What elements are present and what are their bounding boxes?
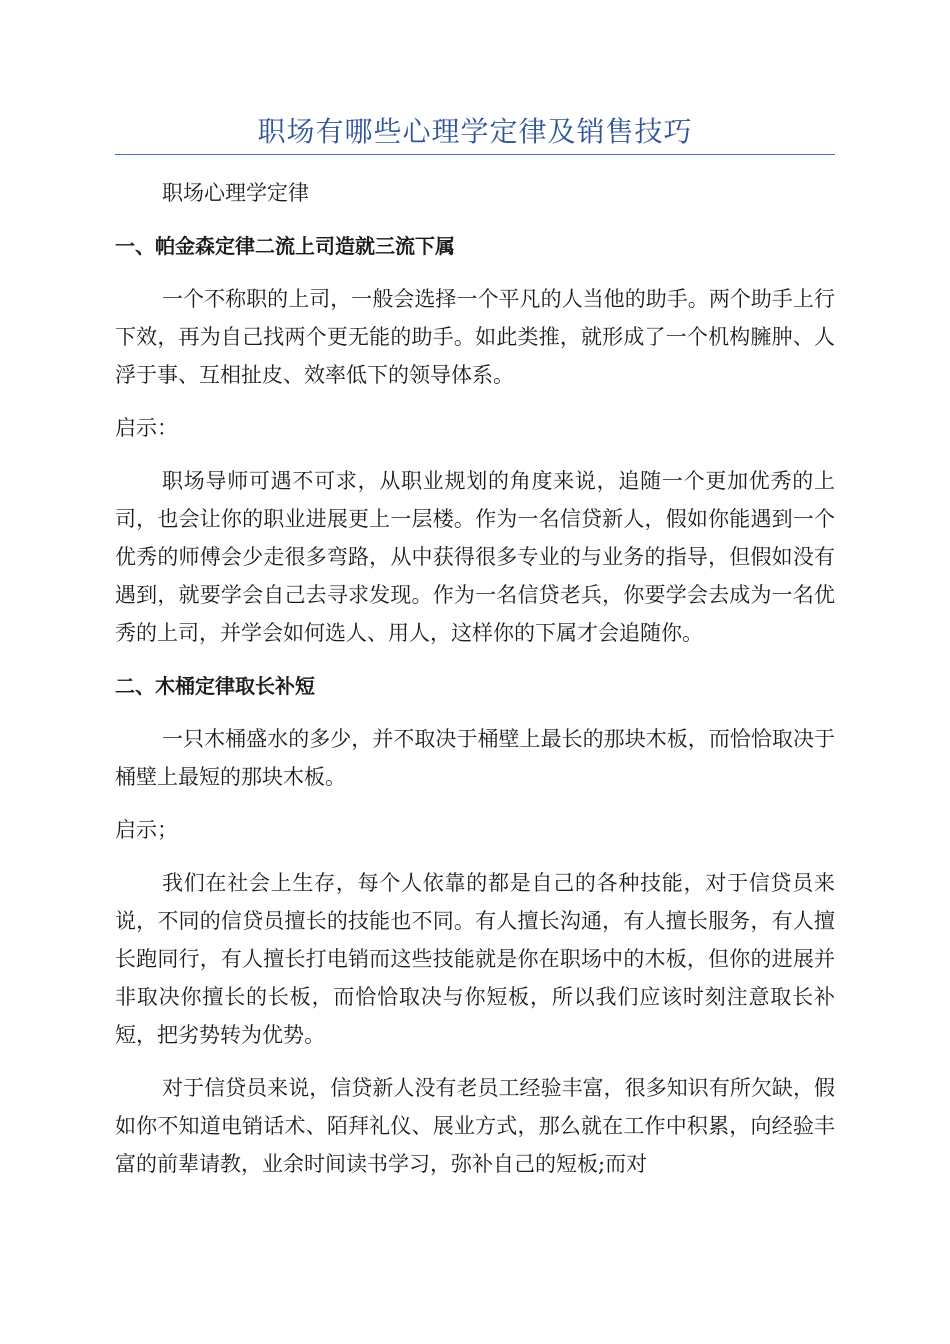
body-paragraph: 对于信贷员来说，信贷新人没有老员工经验丰富，很多知识有所欠缺，假如你不知道电销话术、陌拜礼仪、展业方式，那么就在工作中积累，向经验丰富的前辈请教，业余时间读书学习，弥补自己的短板;而对 <box>115 1076 835 1176</box>
body-paragraph: 一个不称职的上司，一般会选择一个平凡的人当他的助手。两个助手上行下效，再为自己找两个更无能的助手。如此类推，就形成了一个机构臃肿、人浮于事、互相扯皮、效率低下的领导体系。 <box>115 287 835 387</box>
document-title: 职场有哪些心理学定律及销售技巧 <box>257 115 693 148</box>
body-paragraph: 我们在社会上生存，每个人依靠的都是自己的各种技能，对于信贷员来说，不同的信贷员擅长的技能也不同。有人擅长沟通，有人擅长服务，有人擅长跑同行，有人擅长打电销而这些技能就是你在职场中的木板，但你的进展并非取决你擅长的长板，而恰恰取决与你短板，所以我们应该时刻注意取长补短，把劣势转为优势。 <box>115 871 835 1047</box>
section-heading-2: 二、木桶定律取长补短 <box>115 674 315 698</box>
section-intro: 职场心理学定律 <box>162 181 309 205</box>
body-paragraph: 职场导师可遇不可求，从职业规划的角度来说，追随一个更加优秀的上司，也会让你的职业进展更上一层楼。作为一名信贷新人，假如你能遇到一个优秀的师傅会少走很多弯路，从中获得很多专业的与业务的指导，但假如没有遇到，就要学会自己去寻求发现。作为一名信贷老兵，你要学会去成为一名优秀的上司，并学会如何选人、用人，这样你的下属才会追随你。 <box>115 469 835 645</box>
insight-label: 启示： <box>115 416 178 440</box>
document-body <box>115 174 835 1198</box>
insight-label: 启示； <box>115 818 178 842</box>
body-paragraph: 一只木桶盛水的多少，并不取决于桶壁上最长的那块木板，而恰恰取决于桶壁上最短的那块木板。 <box>115 727 835 789</box>
title-underline <box>115 154 835 155</box>
section-heading-1: 一、帕金森定律二流上司造就三流下属 <box>115 234 455 258</box>
